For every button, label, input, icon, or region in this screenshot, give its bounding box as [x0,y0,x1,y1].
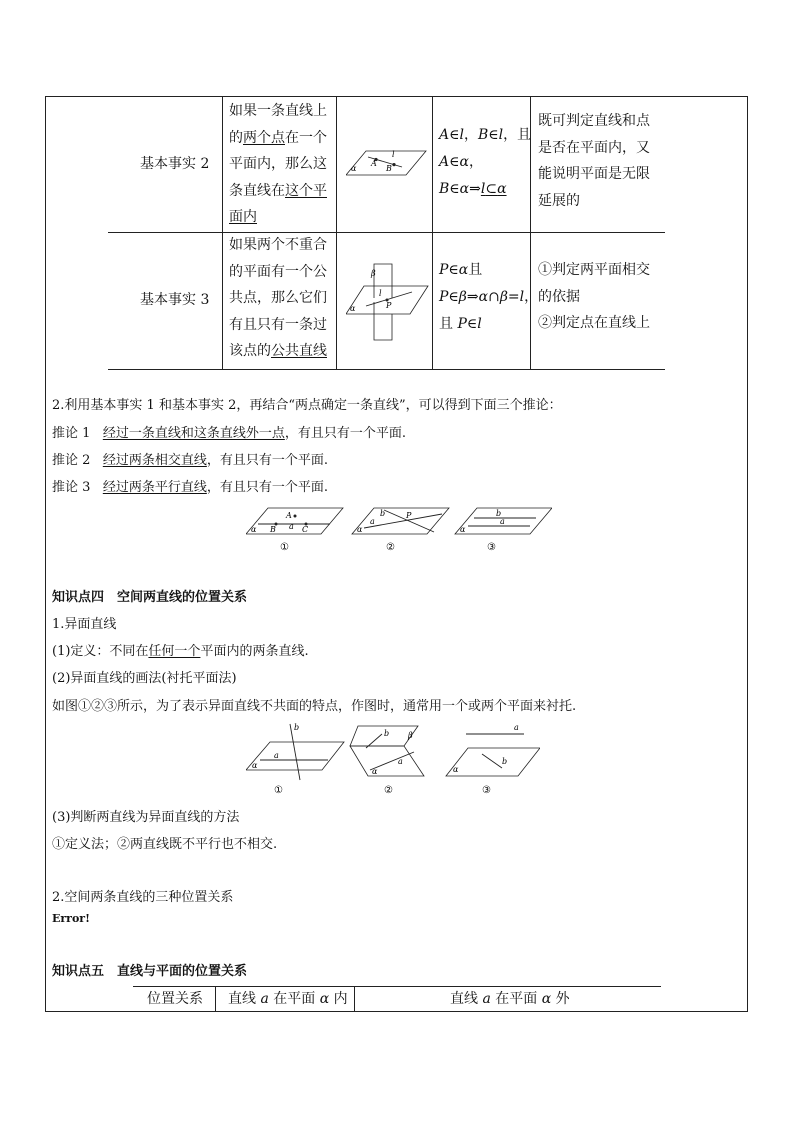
svg-text:β: β [408,731,413,740]
fact3-sym-line1: P∈α且 [439,262,483,278]
fact3-desc-line5: 该点的公共直线 [229,343,327,359]
svg-text:③: ③ [487,542,496,553]
fact3-desc-line2: 的平面有一个公 [229,263,327,280]
fact2-usage-line2: 是否在平面内，又 [538,139,650,156]
svg-text:A: A [371,159,377,168]
section4-drawing-method: (2)异面直线的画法(衬托平面法) [52,671,237,686]
fact2-name: 基本事实 2 [140,155,210,172]
fact2-usage-line1: 既可判定直线和点 [538,113,650,129]
fact2-desc-line4: 条直线在这个平 [229,182,327,199]
fact2-figure [346,143,428,183]
inference-label: 推论 2 [52,453,91,468]
svg-text:α: α [252,761,258,770]
fact3-symbol [439,257,538,338]
svg-text:b: b [502,757,508,766]
svg-text:α: α [372,767,378,776]
fact3-name: 基本事实 3 [140,292,210,309]
section4-figure-text: 如图①②③所示，为了表示异面直线不共面的特点，作图时，通常用一个或两个平面来衬托. [52,699,577,714]
fact2-sym-line1: A∈l，B∈l，且 [439,127,532,143]
inference-underlined: 经过两条相交直线 [102,453,207,468]
inference-1 [52,422,406,441]
svg-text:a: a [514,723,519,732]
section4-definition: (1)定义：不同在任何一个平面内的两条直线. [52,644,309,659]
svg-text:b: b [294,723,300,732]
inference-2 [52,449,328,468]
skew-figure-1 [246,723,344,796]
row-name-fact3 [140,232,209,369]
section4-skew-lines: 1.异面直线 [52,617,117,632]
inference-figure-2 [352,508,449,553]
svg-text:B: B [386,164,392,173]
inference-figures [246,504,552,554]
svg-text:a: a [274,751,279,760]
svg-text:b: b [496,509,502,518]
svg-text:P: P [386,301,392,310]
error-text: Error! [52,912,90,925]
inference-figure-3 [455,508,552,553]
header-line-in-plane: 直线 a 在平面 α 内 [228,991,348,1007]
fact2-desc-line1: 如果一条直线上 [229,103,327,119]
fact2-usage-line4: 延展的 [538,192,580,209]
inference-3 [52,476,328,495]
fact2-description [229,98,339,231]
svg-text:①: ① [280,542,289,553]
section4-title: 知识点四 空间两直线的位置关系 [52,590,248,605]
svg-text:α: α [460,525,466,534]
inference-figure-1 [246,508,343,553]
skew-figure-2 [350,726,424,796]
inference-underlined: 经过一条直线和这条直线外一点 [102,426,285,441]
svg-text:b: b [380,509,386,518]
svg-text:②: ② [384,785,393,796]
fact2-symbol [439,122,531,203]
skew-figure-3 [446,723,540,796]
svg-text:l: l [379,289,382,298]
svg-text:α: α [350,304,356,313]
fact2-desc-line5: 面内 [229,209,257,225]
fact2-usage-line3: 能说明平面是无限 [538,166,650,182]
fact2-usage [538,108,650,214]
svg-text:α: α [453,765,459,774]
fact3-desc-line4: 有且只有一条过 [229,316,327,333]
fact3-figure [346,258,430,342]
section5-title: 知识点五 直线与平面的位置关系 [52,964,248,979]
inference-label: 推论 1 [52,426,91,441]
fact3-description [229,232,339,365]
paragraph-intro: 2.利用基本事实 1 和基本事实 2，再结合“两点确定一条直线”，可以得到下面三个推论： [52,398,562,413]
svg-text:α: α [351,164,357,173]
svg-text:a: a [500,517,505,526]
svg-text:α: α [357,525,363,534]
svg-text:②: ② [386,542,395,553]
inference-underlined: 经过两条平行直线 [102,480,207,495]
fact2-desc-line2: 的两个点在一个 [229,129,327,146]
svg-text:a: a [398,757,403,766]
fact3-desc-line1: 如果两个不重合 [229,237,327,253]
svg-text:B: B [270,525,276,534]
fact3-usage-line2: 的依据 [538,288,580,305]
header-position-relation: 位置关系 [147,991,203,1007]
svg-text:l: l [392,150,395,159]
inference-rest: ，有且只有一个平面. [284,426,406,441]
svg-text:③: ③ [482,785,491,796]
fact3-usage-line3: ②判定点在直线上 [538,315,650,331]
fact2-sym-line3: B∈α⇒l⊂α [439,181,507,197]
skew-line-figures [246,720,540,798]
fact3-sym-line3: 且 P∈l [439,316,482,332]
svg-text:α: α [251,525,257,534]
fact2-sym-line2: A∈α， [439,154,483,170]
svg-text:b: b [384,729,390,738]
svg-text:a: a [370,517,375,526]
fact2-desc-line3: 平面内，那么这 [229,156,327,172]
header-line-outside-plane: 直线 a 在平面 α 外 [450,991,570,1007]
fact3-usage [538,257,650,337]
row-name-fact2 [140,96,209,232]
fact3-desc-line3: 共点，那么它们 [229,290,327,306]
inference-label: 推论 3 [52,480,91,495]
inference-rest: ，有且只有一个平面. [206,480,328,495]
svg-text:a: a [289,522,294,531]
svg-text:C: C [302,525,309,534]
section4-judge-method: (3)判断两直线为异面直线的方法 [52,810,240,825]
section4-methods: ①定义法；②两直线既不平行也不相交. [52,837,278,852]
fact3-sym-line2: P∈β⇒α∩β=l， [439,289,539,305]
svg-text:①: ① [274,785,283,796]
svg-text:A: A [286,511,292,520]
section4-three-relations: 2.空间两条直线的三种位置关系 [52,890,234,905]
inference-rest: ，有且只有一个平面. [206,453,328,468]
svg-text:β: β [371,269,376,278]
fact3-usage-line1: ①判定两平面相交 [538,262,650,278]
svg-text:P: P [406,511,412,520]
